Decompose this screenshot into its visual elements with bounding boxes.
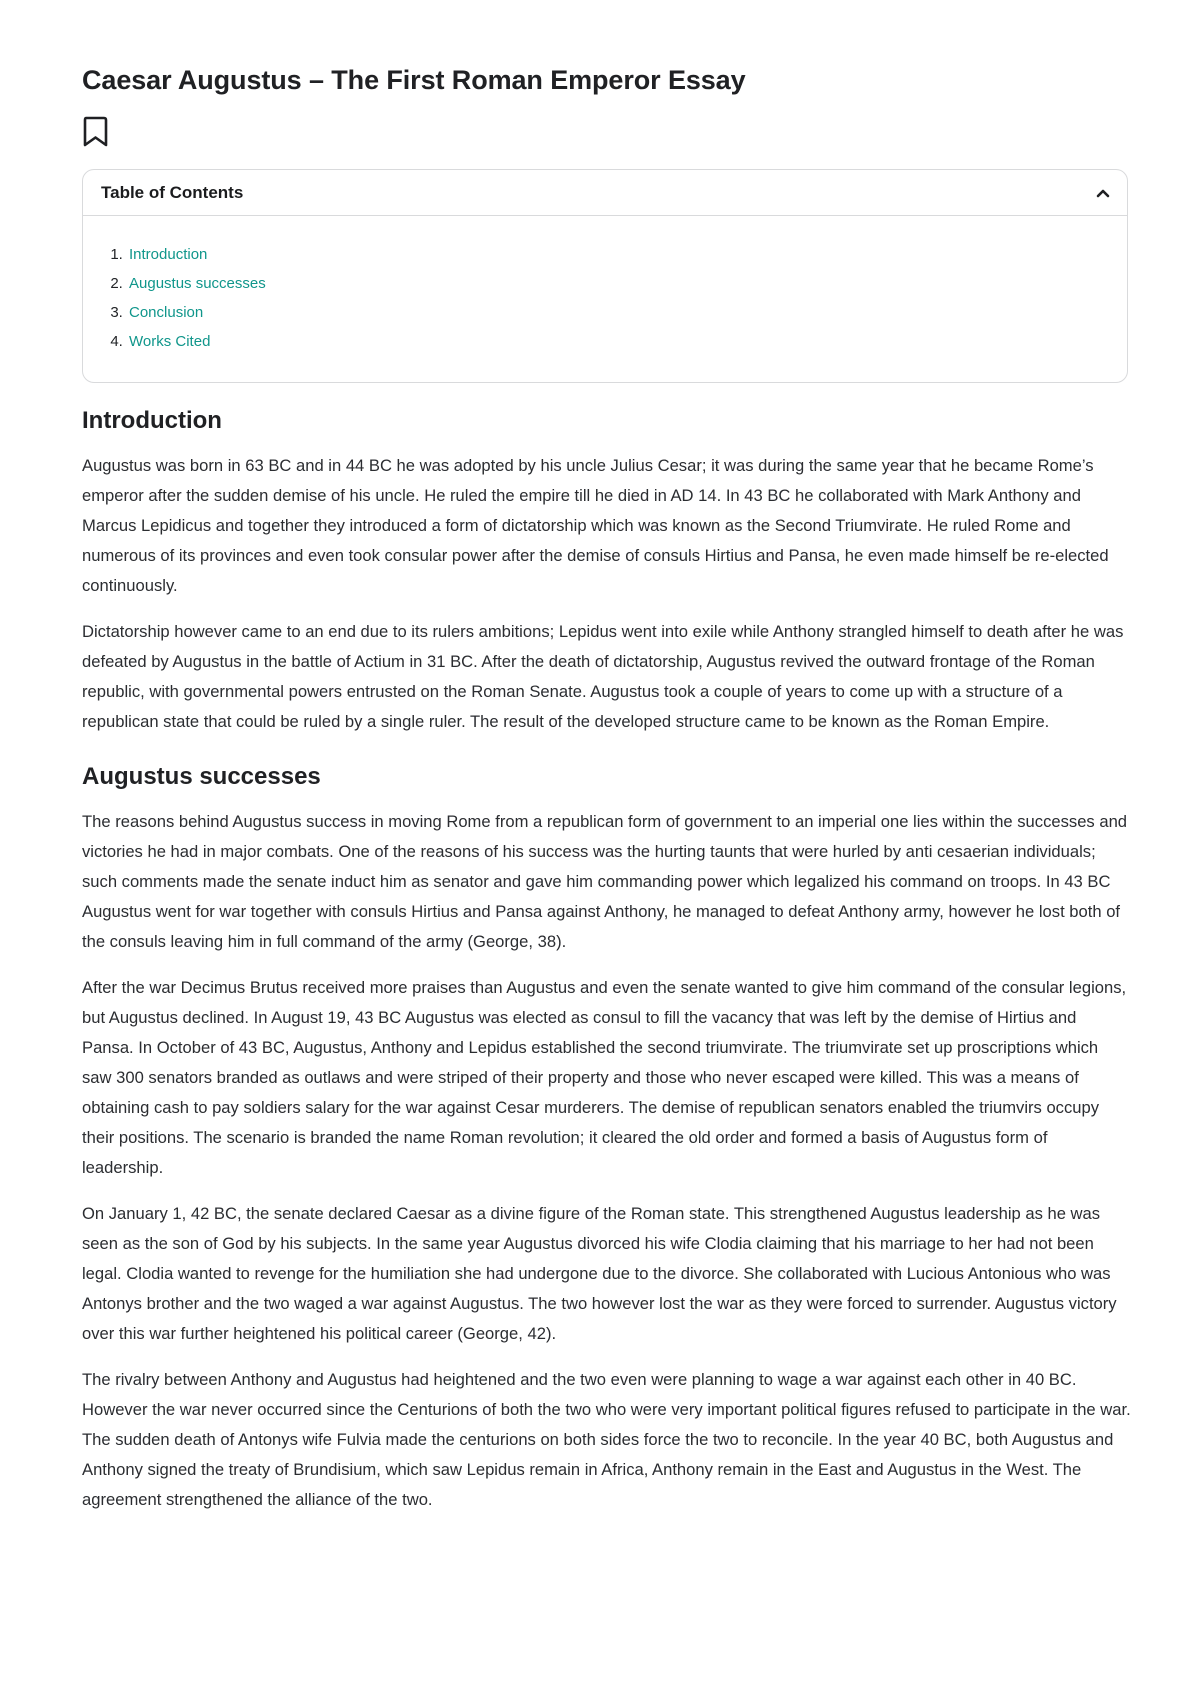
- toc-item-works-cited: [127, 327, 1127, 356]
- toc-link-introduction[interactable]: Introduction: [129, 246, 208, 263]
- paragraph: The reasons behind Augustus success in moving Rome from a republican form of government to an imperial one lies within the successes and victories he had in major combats. One of the reasons of his success was the hurting taunts that were hurled by anti cesaerian individuals; such comments made the senate induct him as senator and gave him commanding power which legalized his command on troops. In 43 BC Augustus went for war together with consuls Hirtius and Pansa against Anthony, he managed to defeat Anthony army, however he lost both of the consuls leaving him in full command of the army (George, 38).: [82, 812, 1128, 951]
- toc-item-introduction: [127, 240, 1127, 269]
- paragraph: After the war Decimus Brutus received more praises than Augustus and even the senate wanted to give him command of the consular legions, but Augustus declined. In August 19, 43 BC Augustus was elected as consul to fill the vacancy that was left by the demise of Hirtius and Pansa. In October of 43 BC, Augustus, Anthony and Lepidus established the second triumvirate. The triumvirate set up proscriptions which saw 300 senators branded as outlaws and were striped of their property and those who never escaped were killed. This was a means of obtaining cash to pay soldiers salary for the war against Cesar murderers. The demise of republican senators enabled the triumvirs occupy their positions. The scenario is branded the name Roman revolution; it cleared the old order and formed a basis of Augustus form of leadership.: [82, 978, 1127, 1177]
- paragraph: The rivalry between Anthony and Augustus had heightened and the two even were planning to wage a war against each other in 40 BC. However the war never occurred since the Centurions of both the two who were very important political figures refused to participate in the war. The sudden death of Antonys wife Fulvia made the centurions on both sides force the two to reconcile. In the year 40 BC, both Augustus and Anthony signed the treaty of Brundisium, which saw Lepidus remain in Africa, Anthony remain in the East and Augustus in the West. The agreement strengthened the alliance of the two.: [82, 1370, 1131, 1509]
- toc-link-conclusion[interactable]: Conclusion: [129, 304, 204, 321]
- toc-list: [83, 216, 1127, 382]
- toc-item-augustus-successes: [127, 269, 1127, 298]
- toc-heading: Table of Contents: [101, 182, 244, 202]
- paragraph: On January 1, 42 BC, the senate declared Caesar as a divine figure of the Roman state. This strengthened Augustus leadership as he was seen as the son of God by his subjects. In the same year Augustus divorced his wife Clodia claiming that his marriage to her had not been legal. Clodia wanted to revenge for the humiliation she had undergone due to the divorce. She collaborated with Lucious Antonious who was Antonys brother and the two waged a war against Augustus. The two however lost the war as they were forced to surrender. Augustus victory over this war further heightened his political career (George, 42).: [82, 1204, 1117, 1343]
- toc-item-conclusion: [127, 298, 1127, 327]
- section-heading-augustus-successes: Augustus successes: [82, 763, 321, 790]
- toc-header[interactable]: [83, 170, 1127, 216]
- section-heading-introduction: Introduction: [82, 407, 222, 434]
- toc-link-works-cited[interactable]: Works Cited: [129, 333, 211, 350]
- paragraph: Augustus was born in 63 BC and in 44 BC he was adopted by his uncle Julius Cesar; it was during the same year that he became Rome’s emperor after the sudden demise of his uncle. He ruled the empire till he died in AD 14. In 43 BC he collaborated with Mark Anthony and Marcus Lepidicus and together they introduced a form of dictatorship which was known as the Second Triumvirate. He ruled Rome and numerous of its provinces and even took consular power after the demise of consuls Hirtius and Pansa, he even made himself be re-elected continuously.: [82, 456, 1109, 595]
- chevron-up-icon[interactable]: [1095, 185, 1111, 201]
- paragraph: Dictatorship however came to an end due to its rulers ambitions; Lepidus went into exile while Anthony strangled himself to death after he was defeated by Augustus in the battle of Actium in 31 BC. After the death of dictatorship, Augustus revived the outward frontage of the Roman republic, with governmental powers entrusted on the Roman Senate. Augustus took a couple of years to come up with a structure of a republican state that could be ruled by a single ruler. The result of the developed structure came to be known as the Roman Empire.: [82, 622, 1124, 731]
- table-of-contents: [82, 169, 1128, 383]
- toc-link-augustus-successes[interactable]: Augustus successes: [129, 275, 266, 292]
- bookmark-icon[interactable]: [82, 115, 110, 149]
- article-title: Caesar Augustus – The First Roman Emperor Essay: [82, 65, 746, 95]
